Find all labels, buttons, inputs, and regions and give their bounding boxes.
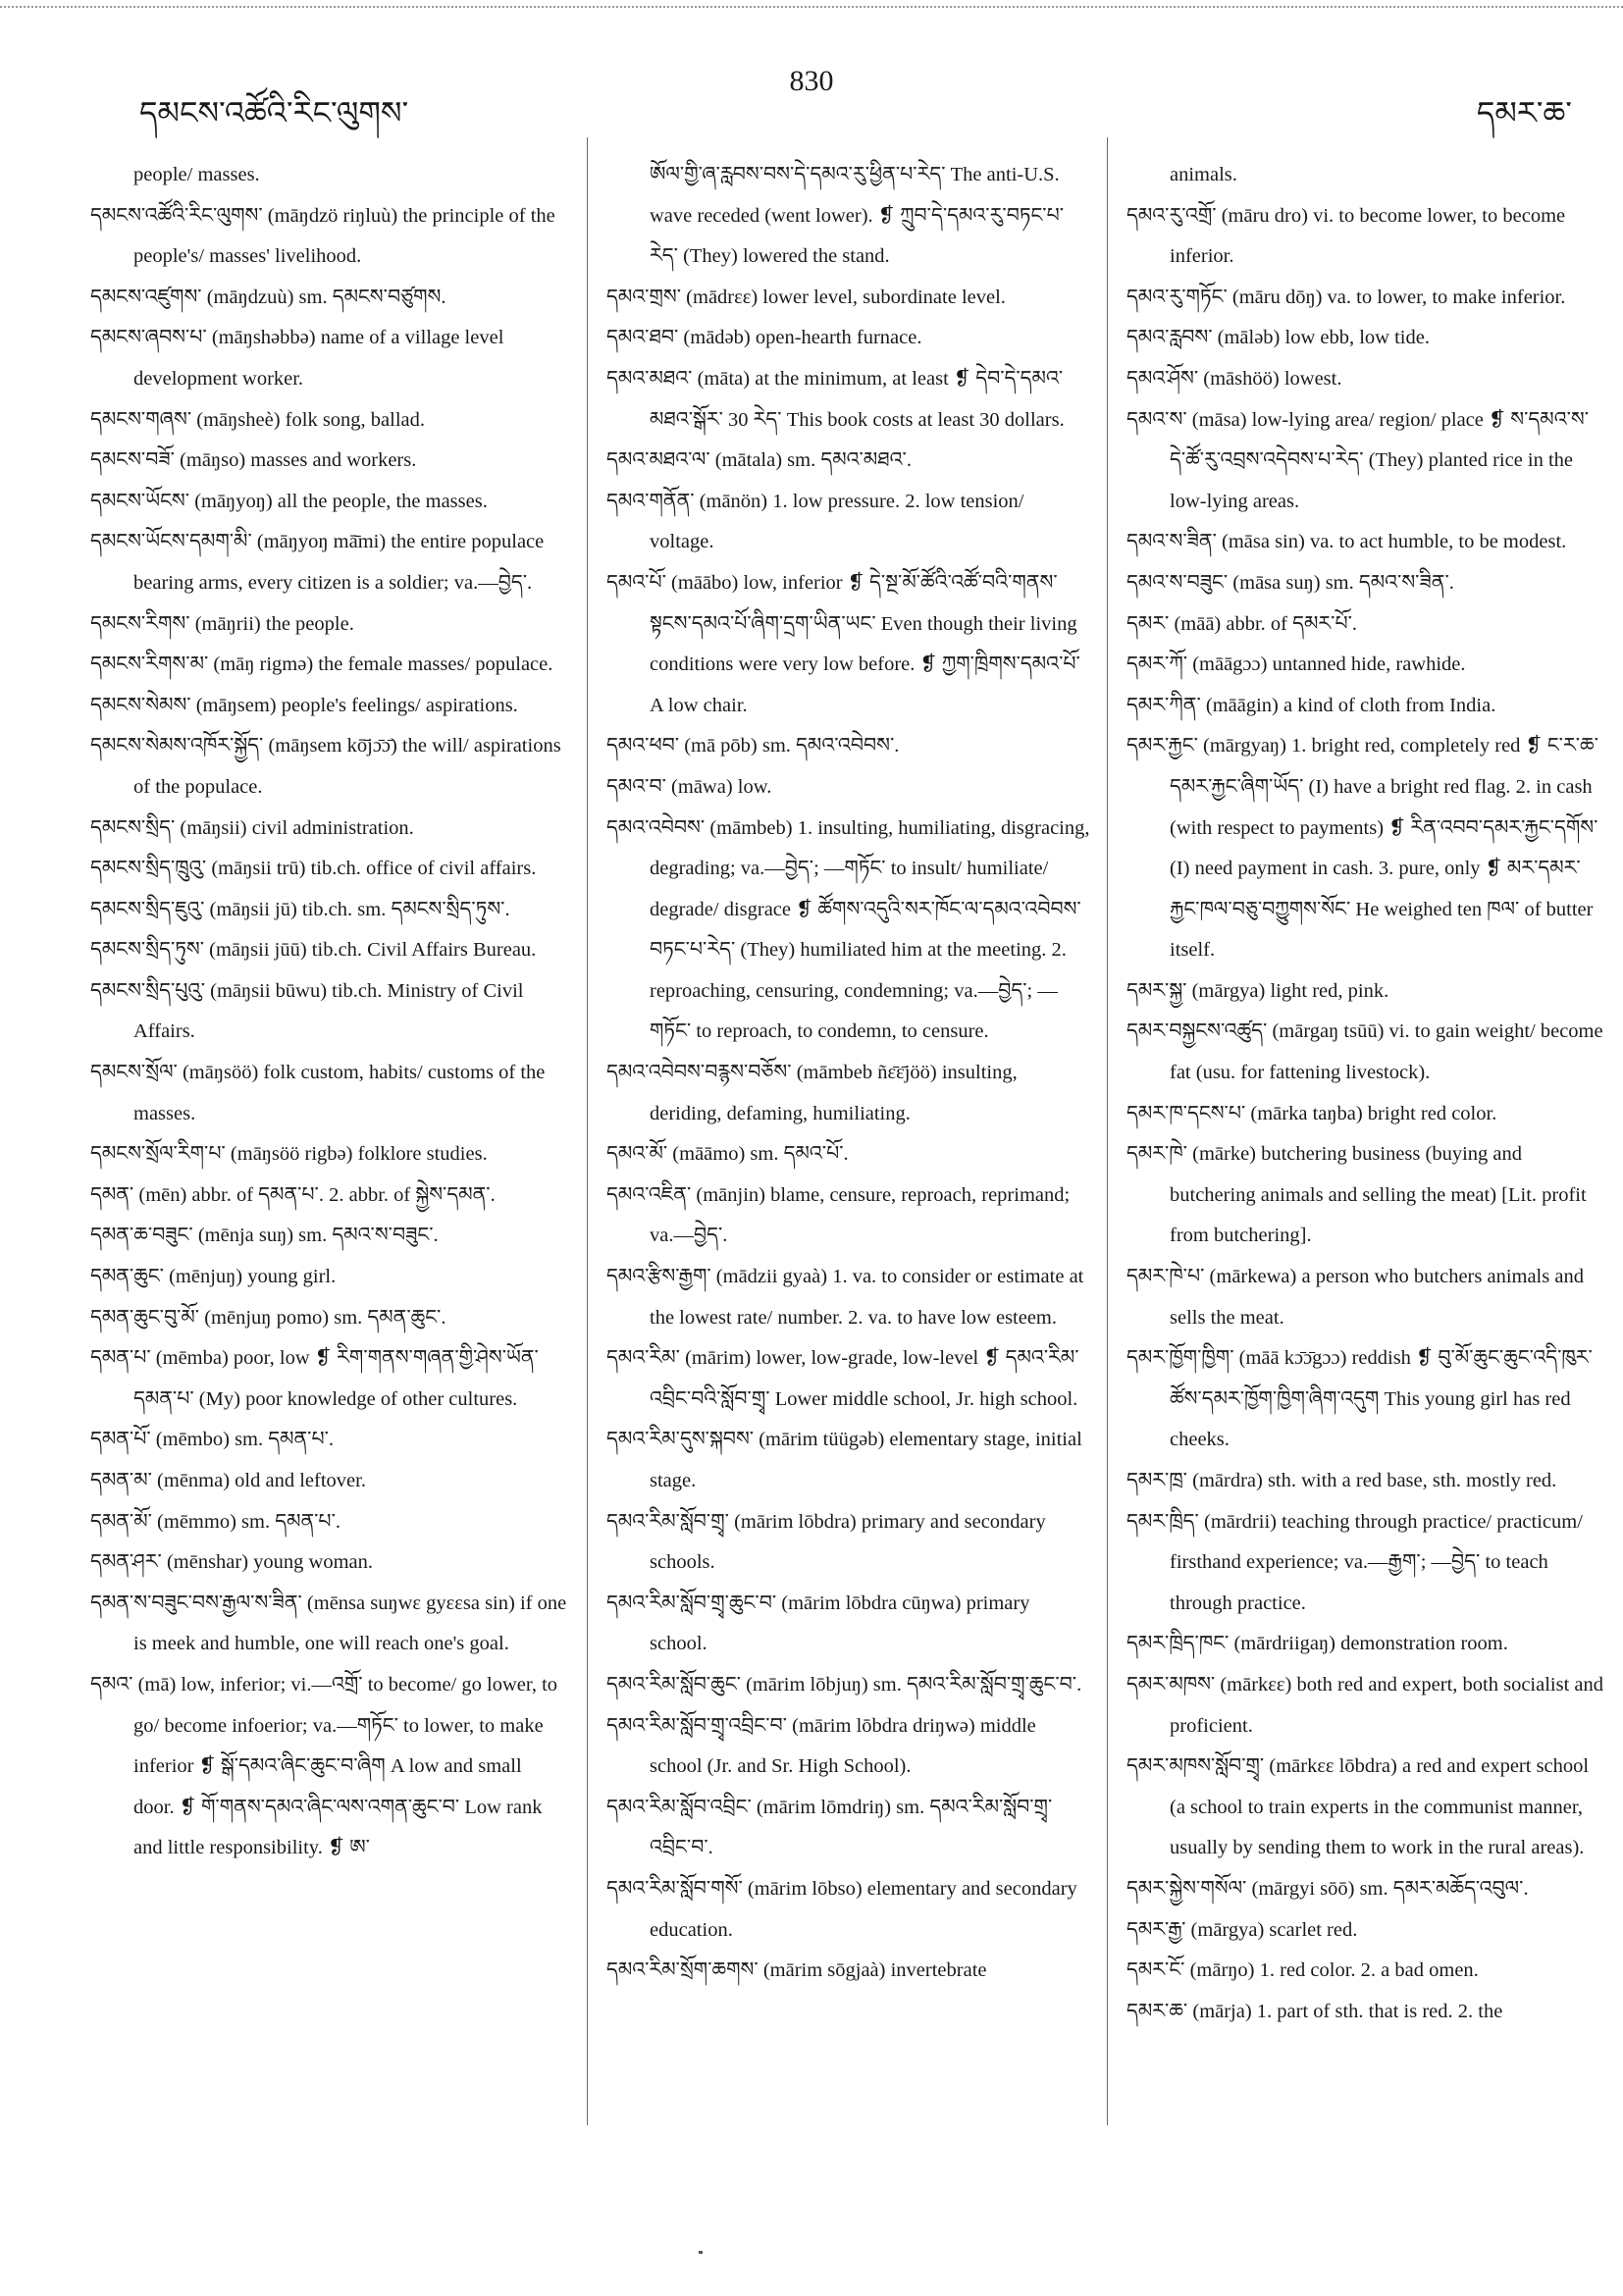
dictionary-entry: དམངས་བཟོ་ (māŋso) masses and workers. xyxy=(90,449,417,472)
dictionary-entry: དམའ་མཐའ་ལ་ (mātala) sm. དམའ་མཐའ་. xyxy=(606,449,912,472)
dictionary-entry: དམའ་པོ་ (māābo) low, inferior ❡ དེ་སྔ་མོ་ཚོའི་འཚོ་བའི་གནས་སྟངས་དམའ་པོ་ཞིག་དྲག་ཡིན་ཡང་ Even though their living conditions were very low before. ❡ ཀྱག་ཁྲིགས་དམའ་པོ་ A low chair. xyxy=(606,571,1080,716)
dictionary-entry: དམའ་རིམ་སློབ་གྲྭ་ (mārim lōbdra) primary and secondary schools. xyxy=(606,1510,1046,1574)
page-number: 830 xyxy=(789,65,834,97)
dictionary-entry: དམར་བསྐྱངས་འཚུད་ (mārgaŋ tsūū) vi. to gain weight/ become fat (usu. for fattening livestock). xyxy=(1126,1020,1603,1084)
dictionary-entry: དམའ་བ་ (māwa) low. xyxy=(606,775,772,798)
dictionary-entry: དམར་སྐྱེས་གསོལ་ (mārgyi sōō) sm. དམར་མཆོད་འབུལ་. xyxy=(1126,1877,1529,1900)
dictionary-entry: དམའ་མཐའ་ (māta) at the minimum, at least ❡ དེབ་དེ་དམའ་མཐའ་སྒོར་ 30 རེད་ This book costs at least 30 dollars. xyxy=(606,367,1065,431)
dictionary-entry: དམར་ཁྱོག་ཁྱིག་ (māā kɔ̄ɔ̄gɔɔ) reddish ❡ བུ་མོ་ཆུང་ཆུང་འདི་ཁུར་ཚོས་དམར་ཁྱོག་ཁྱིག་ཞིག་འདུག This young girl has red cheeks. xyxy=(1126,1347,1593,1451)
dictionary-entry: དམན་ཆུང་བུ་མོ་ (mēnjuŋ pomo) sm. དམན་ཆུང་. xyxy=(90,1306,446,1329)
right-running-head: དམར་ཆ་ xyxy=(1476,95,1572,130)
dictionary-entry: དམར་མཁས་སློབ་གྲྭ་ (mārkɛɛ lōbdra) a red and expert school (a school to train experts in the communist manner, usually by sending them to work in the rural areas). xyxy=(1126,1755,1590,1859)
dictionary-entry: དམར་ཀོ་ (māāgɔɔ) untanned hide, rawhide. xyxy=(1126,653,1466,676)
dictionary-entry: དམར་ཁེ་པ་ (mārkewa) a person who butchers animals and sells the meat. xyxy=(1126,1266,1584,1329)
dictionary-entry: དམར་ཆ་ (mārja) 1. part of sth. that is red. 2. the xyxy=(1126,2000,1503,2022)
dictionary-entry: དམངས་སྲོལ་རིག་པ་ (māŋsöö rigbə) folklore studies. xyxy=(90,1143,488,1166)
dictionary-entry: དམའ་གནོན་ (mānön) 1. low pressure. 2. low tension/ voltage. xyxy=(606,490,1024,553)
dictionary-entry: དམངས་འཚོའི་རིང་ལུགས་ (māŋdzö riŋluù) the principle of the people's/ masses' livelihood. xyxy=(90,204,555,268)
dictionary-entry: དམར་ (māā) abbr. of དམར་པོ་. xyxy=(1126,612,1358,635)
dictionary-entry: དམའ་འབེབས་བརྙས་བཅོས་ (māmbeb ñɛ̄ɛ̄jöö) insulting, deriding, defaming, humiliating. xyxy=(606,1062,1018,1124)
column-left xyxy=(90,155,567,2127)
dictionary-entry: དམན་མོ་ (mēmmo) sm. དམན་པ་. xyxy=(90,1510,341,1533)
dictionary-entry: དམངས་རིགས་ (māŋrii) the people. xyxy=(90,612,354,635)
dictionary-entry: དམར་སྐྱ་ (mārgya) light red, pink. xyxy=(1126,979,1389,1002)
dictionary-entry: དམངས་སྲིད་ཏུས་ (māŋsii jūū) tib.ch. Civil Affairs Bureau. xyxy=(90,939,537,962)
dictionary-entry: དམའ་ཐབ་ (mādəb) open-hearth furnace. xyxy=(606,327,922,349)
column-divider xyxy=(1107,137,1108,2125)
dictionary-entry: དམངས་སྲིད་ (māŋsii) civil administration. xyxy=(90,816,414,839)
dictionary-entry: དམངས་སྲིད་ཁྲུའུ་ (māŋsii trū) tib.ch. office of civil affairs. xyxy=(90,858,537,880)
dictionary-entry: དམའ་འཇིན་ (mānjin) blame, censure, reproach, reprimand; va.—བྱེད་. xyxy=(606,1183,1071,1247)
dictionary-entry: དམའ་འབེབས་ (māmbeb) 1. insulting, humiliating, disgracing, degrading; va.—བྱེད་; —གཏོང་ to insult/ humiliate/ degrade/ disgrace ❡ ཚོགས་འདུའི་སར་ཁོང་ལ་དམའ་འབེབས་བཏང་པ་རེད་ (They) humiliated him at the meeting. 2. reproaching, censuring, condemning; va.—བྱེད་; —གཏོང་ to reproach, to condemn, to censure. xyxy=(606,816,1090,1043)
column-right xyxy=(1126,155,1603,2127)
footer-mark xyxy=(699,2251,703,2254)
dictionary-entry: དམན་པོ་ (mēmbo) sm. དམན་པ་. xyxy=(90,1429,335,1451)
dictionary-entry: དམར་ཁྲིད་ (mārdrii) teaching through practice/ practicum/ firsthand experience; va.—རྒྱག་; —བྱེད་ to teach through practice. xyxy=(1126,1510,1583,1614)
dictionary-entry: དམའ་གྲས་ (mādrɛɛ) lower level, subordinate level. xyxy=(606,286,1006,308)
dictionary-entry: དམའ་རླབས་ (māləb) low ebb, low tide. xyxy=(1126,327,1430,349)
dictionary-entry: དམངས་ཡོངས་ (māŋyoŋ) all the people, the masses. xyxy=(90,490,488,512)
column-middle xyxy=(606,155,1091,2127)
dictionary-entry: དམའ་ས་ (māsa) low-lying area/ region/ place ❡ ས་དམའ་ས་དེ་ཚོ་རུ་འབྲས་འདེབས་པ་རེད་ (They) planted rice in the low-lying areas. xyxy=(1126,408,1590,512)
dictionary-entry: དམངས་སེམས་འཁོར་སྐྱོད་ (māŋsem kō̄jɔ̄ɔ̄) the will/ aspirations of the populace. xyxy=(90,735,561,798)
dictionary-entry: དམའ་རིམ་སློབ་ཆུང་ (mārim lōbjuŋ) sm. དམའ་རིམ་སློབ་གྲྭ་ཆུང་བ་. xyxy=(606,1673,1082,1696)
dictionary-entry: དམན་ཤར་ (mēnshar) young woman. xyxy=(90,1551,374,1574)
dictionary-entry: དམངས་སྲོལ་ (māŋsöö) folk custom, habits/ customs of the masses. xyxy=(90,1062,546,1124)
dictionary-entry: དམན་མ་ (mēnma) old and leftover. xyxy=(90,1470,366,1491)
dictionary-entry: དམར་རྐྱང་ (mārgyaŋ) 1. bright red, completely red ❡ ང་ར་ཆ་དམར་རྐྱང་ཞིག་ཡོད་ (I) have a bright red flag. 2. in cash (with respect to payments) ❡ རིན་འབབ་དམར་རྐྱང་དགོས་ (I) need payment in cash. 3. pure, only ❡ མར་དམར་རྐྱང་ཁལ་བཅུ་བཀྱུགས་སོང་ He weighed ten ཁལ་ of butter itself. xyxy=(1126,735,1598,962)
dictionary-entry: དམངས་སྲིད་ཇུའུ་ (māŋsii jū) tib.ch. sm. དམངས་སྲིད་ཏུས་. xyxy=(90,898,510,920)
dictionary-entry: animals. xyxy=(1170,164,1237,185)
dictionary-entry: དམན་ཆ་བཟུང་ (mēnja suŋ) sm. དམའ་ས་བཟུང་. xyxy=(90,1225,439,1247)
dictionary-entry: people/ masses. xyxy=(133,164,260,185)
left-running-head: དམངས་འཚོའི་རིང་ལུགས་ xyxy=(139,95,409,130)
dictionary-entry: ཨོལ་གྱི་ཞ་རླབས་བས་དེ་དམའ་རུ་ཕྱིན་པ་རེད་ The anti-U.S. wave receded (went lower). ❡ ཀྲུབ་དེ་དམའ་རུ་བཏང་པ་རེད་ (They) lowered the stand. xyxy=(650,164,1065,268)
dictionary-entry: དམར་རྒྱ་ (mārgya) scarlet red. xyxy=(1126,1918,1358,1941)
dictionary-entry: དམའ་རྩིས་རྒྱག་ (mādzii gyaà) 1. va. to consider or estimate at the lowest rate/ number. 2. va. to have low esteem. xyxy=(606,1266,1084,1329)
dictionary-entry: དམངས་ཡོངས་དམག་མི་ (māŋyoŋ mā̄mi) the entire populace bearing arms, every citizen is a soldier; va.—བྱེད་. xyxy=(90,531,545,594)
dictionary-entry: དམངས་རིགས་མ་ (māŋ rigmə) the female masses/ populace. xyxy=(90,653,553,676)
dictionary-entry: དམངས་སེམས་ (māŋsem) people's feelings/ aspirations. xyxy=(90,694,518,716)
dictionary-entry: དམའ་ས་ཟིན་ (māsa sin) va. to act humble, to be modest. xyxy=(1126,531,1567,553)
dictionary-entry: དམར་ཁ་དངས་པ་ (mārka taŋba) bright red color. xyxy=(1126,1102,1497,1124)
dictionary-entry: དམའ་རིམ་སྲོག་ཆགས་ (mārim sōgjaà) invertebrate xyxy=(606,1959,987,1982)
dictionary-entry: དམར་མཁས་ (mārkɛɛ) both red and expert, both socialist and proficient. xyxy=(1126,1673,1603,1737)
dictionary-entry: དམའ་རིམ་སློབ་གསོ་ (mārim lōbso) elementary and secondary education. xyxy=(606,1877,1077,1941)
dictionary-entry: དམར་ཁྲ་ (mārdra) sth. with a red base, sth. mostly red. xyxy=(1126,1470,1557,1491)
dictionary-entry: དམངས་སྲིད་པུའུ་ (māŋsii būwu) tib.ch. Ministry of Civil Affairs. xyxy=(90,979,524,1043)
dictionary-entry: དམའ་ས་བཟུང་ (māsa suŋ) sm. དམའ་ས་ཟིན་. xyxy=(1126,571,1454,594)
dictionary-entry: དམངས་གཞས་ (māŋsheè) folk song, ballad. xyxy=(90,408,426,431)
dictionary-entry: དམར་ངོ་ (mārŋo) 1. red color. 2. a bad omen. xyxy=(1126,1959,1479,1982)
dictionary-entry: དམའ་རིམ་སློབ་འབྲིང་ (mārim lōmdriŋ) sm. དམའ་རིམ་སློབ་གྲྭ་འབྲིང་བ་. xyxy=(606,1796,1053,1859)
dictionary-entry: དམའ་རིམ་སློབ་གྲྭ་འབྲིང་བ་ (mārim lōbdra driŋwə) middle school (Jr. and Sr. High School). xyxy=(606,1714,1036,1778)
dictionary-entry: དམན་ས་བཟུང་བས་རྒྱལ་ས་ཟིན་ (mēnsa suŋwɛ gyɛɛsa sin) if one is meek and humble, one will reach one's goal. xyxy=(90,1592,567,1655)
page-header xyxy=(0,57,1623,130)
dictionary-entry: དམངས་འཛུགས་ (māŋdzuù) sm. དམངས་བཙུགས. xyxy=(90,286,446,308)
column-divider xyxy=(587,137,588,2125)
dictionary-entry: དམའ་རིམ་དུས་སྐབས་ (mārim tüügəb) elementary stage, initial stage. xyxy=(606,1429,1082,1491)
dictionary-entry: དམན་ (mēn) abbr. of དམན་པ་. 2. abbr. of སྐྱེས་དམན་. xyxy=(90,1183,496,1206)
dictionary-entry: དམར་ཀིན་ (māāgin) a kind of cloth from India. xyxy=(1126,694,1496,716)
dictionary-entry: དམའ་མོ་ (māāmo) sm. དམའ་པོ་. xyxy=(606,1143,849,1166)
dictionary-entry: དམའ་ཕབ་ (mā pōb) sm. དམའ་འབེབས་. xyxy=(606,735,900,757)
page-top-edge xyxy=(0,0,1623,8)
dictionary-entry: དམར་ཁེ་ (mārke) butchering business (buying and butchering animals and selling the meat) [Lit. profit from butchering]. xyxy=(1126,1143,1587,1247)
dictionary-entry: དམན་པ་ (mēmba) poor, low ❡ རིག་གནས་གཞན་གྱི་ཤེས་ཡོན་དམན་པ་ (My) poor knowledge of other cultures. xyxy=(90,1347,539,1410)
dictionary-entry: དམའ་རིམ་སློབ་གྲྭ་ཆུང་བ་ (mārim lōbdra cūŋwa) primary school. xyxy=(606,1592,1030,1655)
dictionary-entry: དམའ་རུ་གཏོང་ (māru dōŋ) va. to lower, to make inferior. xyxy=(1126,286,1566,308)
dictionary-entry: དམའ་ཤོས་ (māshöö) lowest. xyxy=(1126,367,1342,390)
dictionary-entry: དམར་ཁྲིད་ཁང་ (mārdriigaŋ) demonstration room. xyxy=(1126,1633,1508,1655)
dictionary-entry: དམའ་རིམ་ (mārim) lower, low-grade, low-level ❡ དམའ་རིམ་འབྲིང་བའི་སློབ་གྲྭ་ Lower middle school, Jr. high school. xyxy=(606,1347,1079,1410)
dictionary-entry: དམངས་ཞབས་པ་ (māŋshəbbə) name of a village level development worker. xyxy=(90,327,504,390)
dictionary-entry: དམན་ཆུང་ (mēnjuŋ) young girl. xyxy=(90,1266,337,1288)
dictionary-entry: དམའ་ (mā) low, inferior; vi.—འགྲོ་ to become/ go lower, to go/ become infoerior; va.—གཏོང་ to lower, to make inferior ❡ སྒོ་དམའ་ཞིང་ཆུང་བ་ཞིག A low and small door. ❡ གོ་གནས་དམའ་ཞིང་ལས་འགན་ཆུང་བ་ Low rank and little responsibility. ❡ ཨ་ xyxy=(90,1673,558,1859)
dictionary-entry: དམའ་རུ་འགྲོ་ (māru dro) vi. to become lower, to become inferior. xyxy=(1126,204,1566,268)
